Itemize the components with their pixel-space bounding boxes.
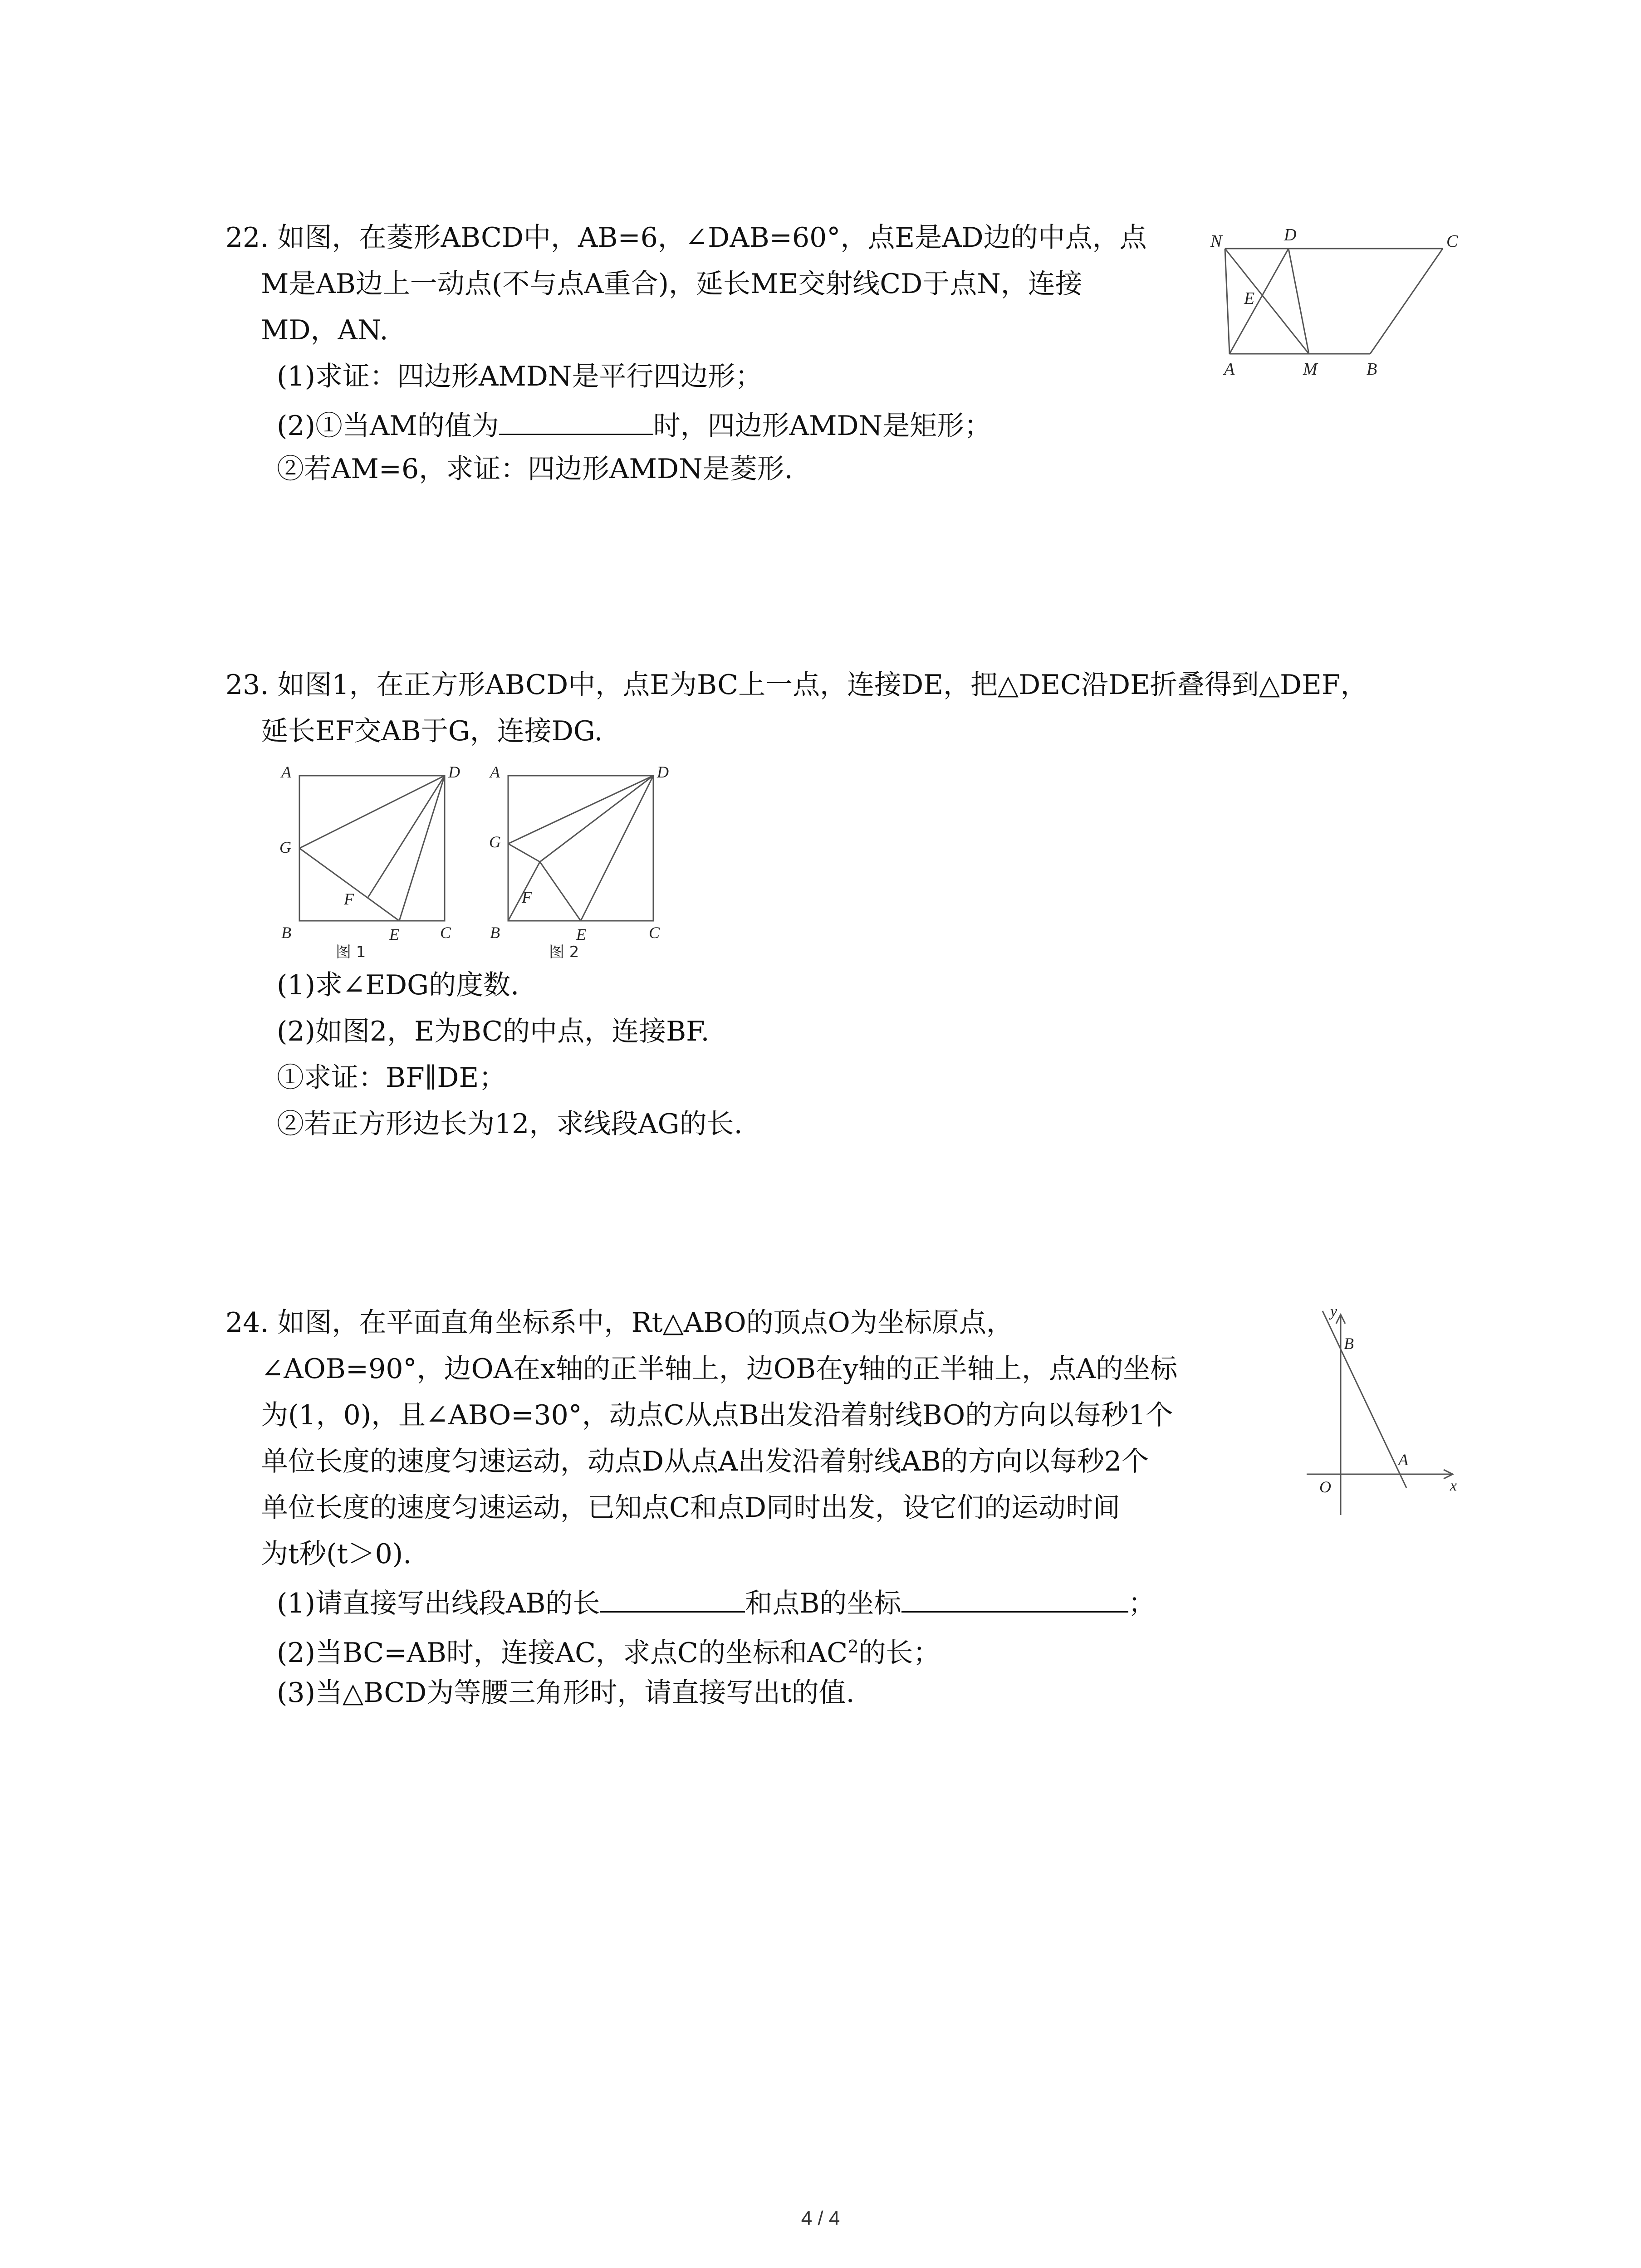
q24-label-y: y	[1330, 1303, 1337, 1320]
q22-label-d: D	[1284, 225, 1297, 244]
q23-line-3: (1)求∠EDG的度数.	[277, 969, 519, 1001]
q23-line-4: (2)如图2，E为BC的中点，连接BF.	[277, 1016, 710, 1047]
q22-label-c: C	[1446, 232, 1458, 251]
q24-label-o: O	[1319, 1478, 1331, 1496]
q23-fig2-caption: 图 2	[549, 943, 579, 961]
q23-fig1-label-a: A	[281, 763, 291, 781]
q23-line-1: 23. 如图1，在正方形ABCD中，点E为BC上一点，连接DE，把△DEC沿DE折叠得到△DEF，	[225, 669, 1368, 701]
q24-line-1: 24. 如图，在平面直角坐标系中，Rt△ABO的顶点O为坐标原点，	[225, 1307, 1014, 1339]
q23-fig2-label-g: G	[489, 833, 501, 851]
q24-part1-text-c: ；	[1128, 1588, 1156, 1619]
q22-label-m: M	[1303, 360, 1318, 379]
q24-part1-text-b: 和点B的坐标	[745, 1588, 901, 1619]
q24-part2-text-a: (2)当BC=AB时，连接AC，求点C的坐标和AC	[277, 1637, 848, 1669]
q23-fig2-label-b: B	[490, 924, 500, 942]
q24-part2-text-b: 的长；	[858, 1637, 941, 1669]
q23-fig1-caption: 图 1	[336, 943, 366, 961]
q23-fig1-label-e: E	[389, 925, 399, 943]
q24-coordinate-figure	[1298, 1297, 1470, 1533]
q23-fig1-label-g: G	[279, 838, 291, 856]
q23-fig1-label-d: D	[448, 763, 460, 781]
q22-line-2: M是AB边上一动点(不与点A重合)，延长ME交射线CD于点N，连接	[261, 268, 1083, 300]
q22-answer-blank[interactable]	[499, 406, 653, 435]
q22-label-e: E	[1244, 289, 1255, 308]
q24-line-5: 单位长度的速度匀速运动，已知点C和点D同时出发，设它们的运动时间	[261, 1492, 1121, 1524]
q24-line-2: ∠AOB=90°，边OA在x轴的正半轴上，边OB在y轴的正半轴上，点A的坐标	[261, 1353, 1178, 1385]
q23-figure-2	[485, 762, 676, 962]
q24-b-coordinate-blank[interactable]	[901, 1584, 1128, 1613]
q23-fig1-label-f: F	[344, 890, 354, 908]
q23-fig2-label-c: C	[649, 924, 660, 942]
q24-part1-text-a: (1)请直接写出线段AB的长	[277, 1588, 600, 1619]
q24-line-7	[277, 1584, 1156, 1620]
q22-label-a: A	[1224, 360, 1235, 379]
q22-label-b: B	[1367, 360, 1377, 379]
q23-fig1-label-c: C	[440, 924, 451, 942]
q23-line-2: 延长EF交AB于G，连接DG.	[261, 715, 603, 747]
q22-rhombus-figure	[1198, 218, 1461, 390]
q22-line-4: (1)求证：四边形AMDN是平行四边形；	[277, 361, 763, 392]
q23-line-6: ②若正方形边长为12，求线段AG的长.	[277, 1108, 743, 1140]
q22-line-6: ②若AM=6，求证：四边形AMDN是菱形.	[277, 453, 793, 485]
q23-fig2-label-d: D	[657, 763, 669, 781]
q24-line-9: (3)当△BCD为等腰三角形时，请直接写出t的值.	[277, 1677, 855, 1709]
q22-part2-text-b: 时，四边形AMDN是矩形；	[653, 410, 992, 442]
q22-line-3: MD，AN.	[261, 314, 388, 346]
q24-ab-length-blank[interactable]	[600, 1584, 745, 1613]
q23-fig2-label-f: F	[522, 888, 532, 906]
q23-fig1-label-b: B	[281, 924, 291, 942]
page-number: 4 / 4	[801, 2207, 840, 2229]
q24-line-6: 为t秒(t＞0).	[261, 1538, 412, 1570]
q24-line-4: 单位长度的速度匀速运动，动点D从点A出发沿着射线AB的方向以每秒2个	[261, 1446, 1149, 1477]
q22-line-5	[277, 406, 991, 442]
q24-label-a: A	[1398, 1451, 1408, 1469]
q24-part2-sup: 2	[847, 1637, 859, 1657]
q24-line-3: 为(1，0)，且∠ABO=30°，动点C从点B出发沿着射线BO的方向以每秒1个	[261, 1399, 1173, 1431]
q23-fig2-label-e: E	[576, 925, 586, 943]
q22-label-n: N	[1210, 232, 1222, 251]
q23-fig2-label-a: A	[490, 763, 500, 781]
q22-part2-text-a: (2)①当AM的值为	[277, 410, 499, 442]
q24-label-b: B	[1344, 1334, 1354, 1353]
q22-line-1: 22. 如图，在菱形ABCD中，AB=6，∠DAB=60°，点E是AD边的中点，点	[225, 222, 1147, 254]
q24-label-x: x	[1450, 1477, 1457, 1494]
q24-line-8	[277, 1630, 940, 1669]
q23-line-5: ①求证：BF∥DE；	[277, 1062, 506, 1094]
q23-figure-1	[277, 762, 467, 962]
